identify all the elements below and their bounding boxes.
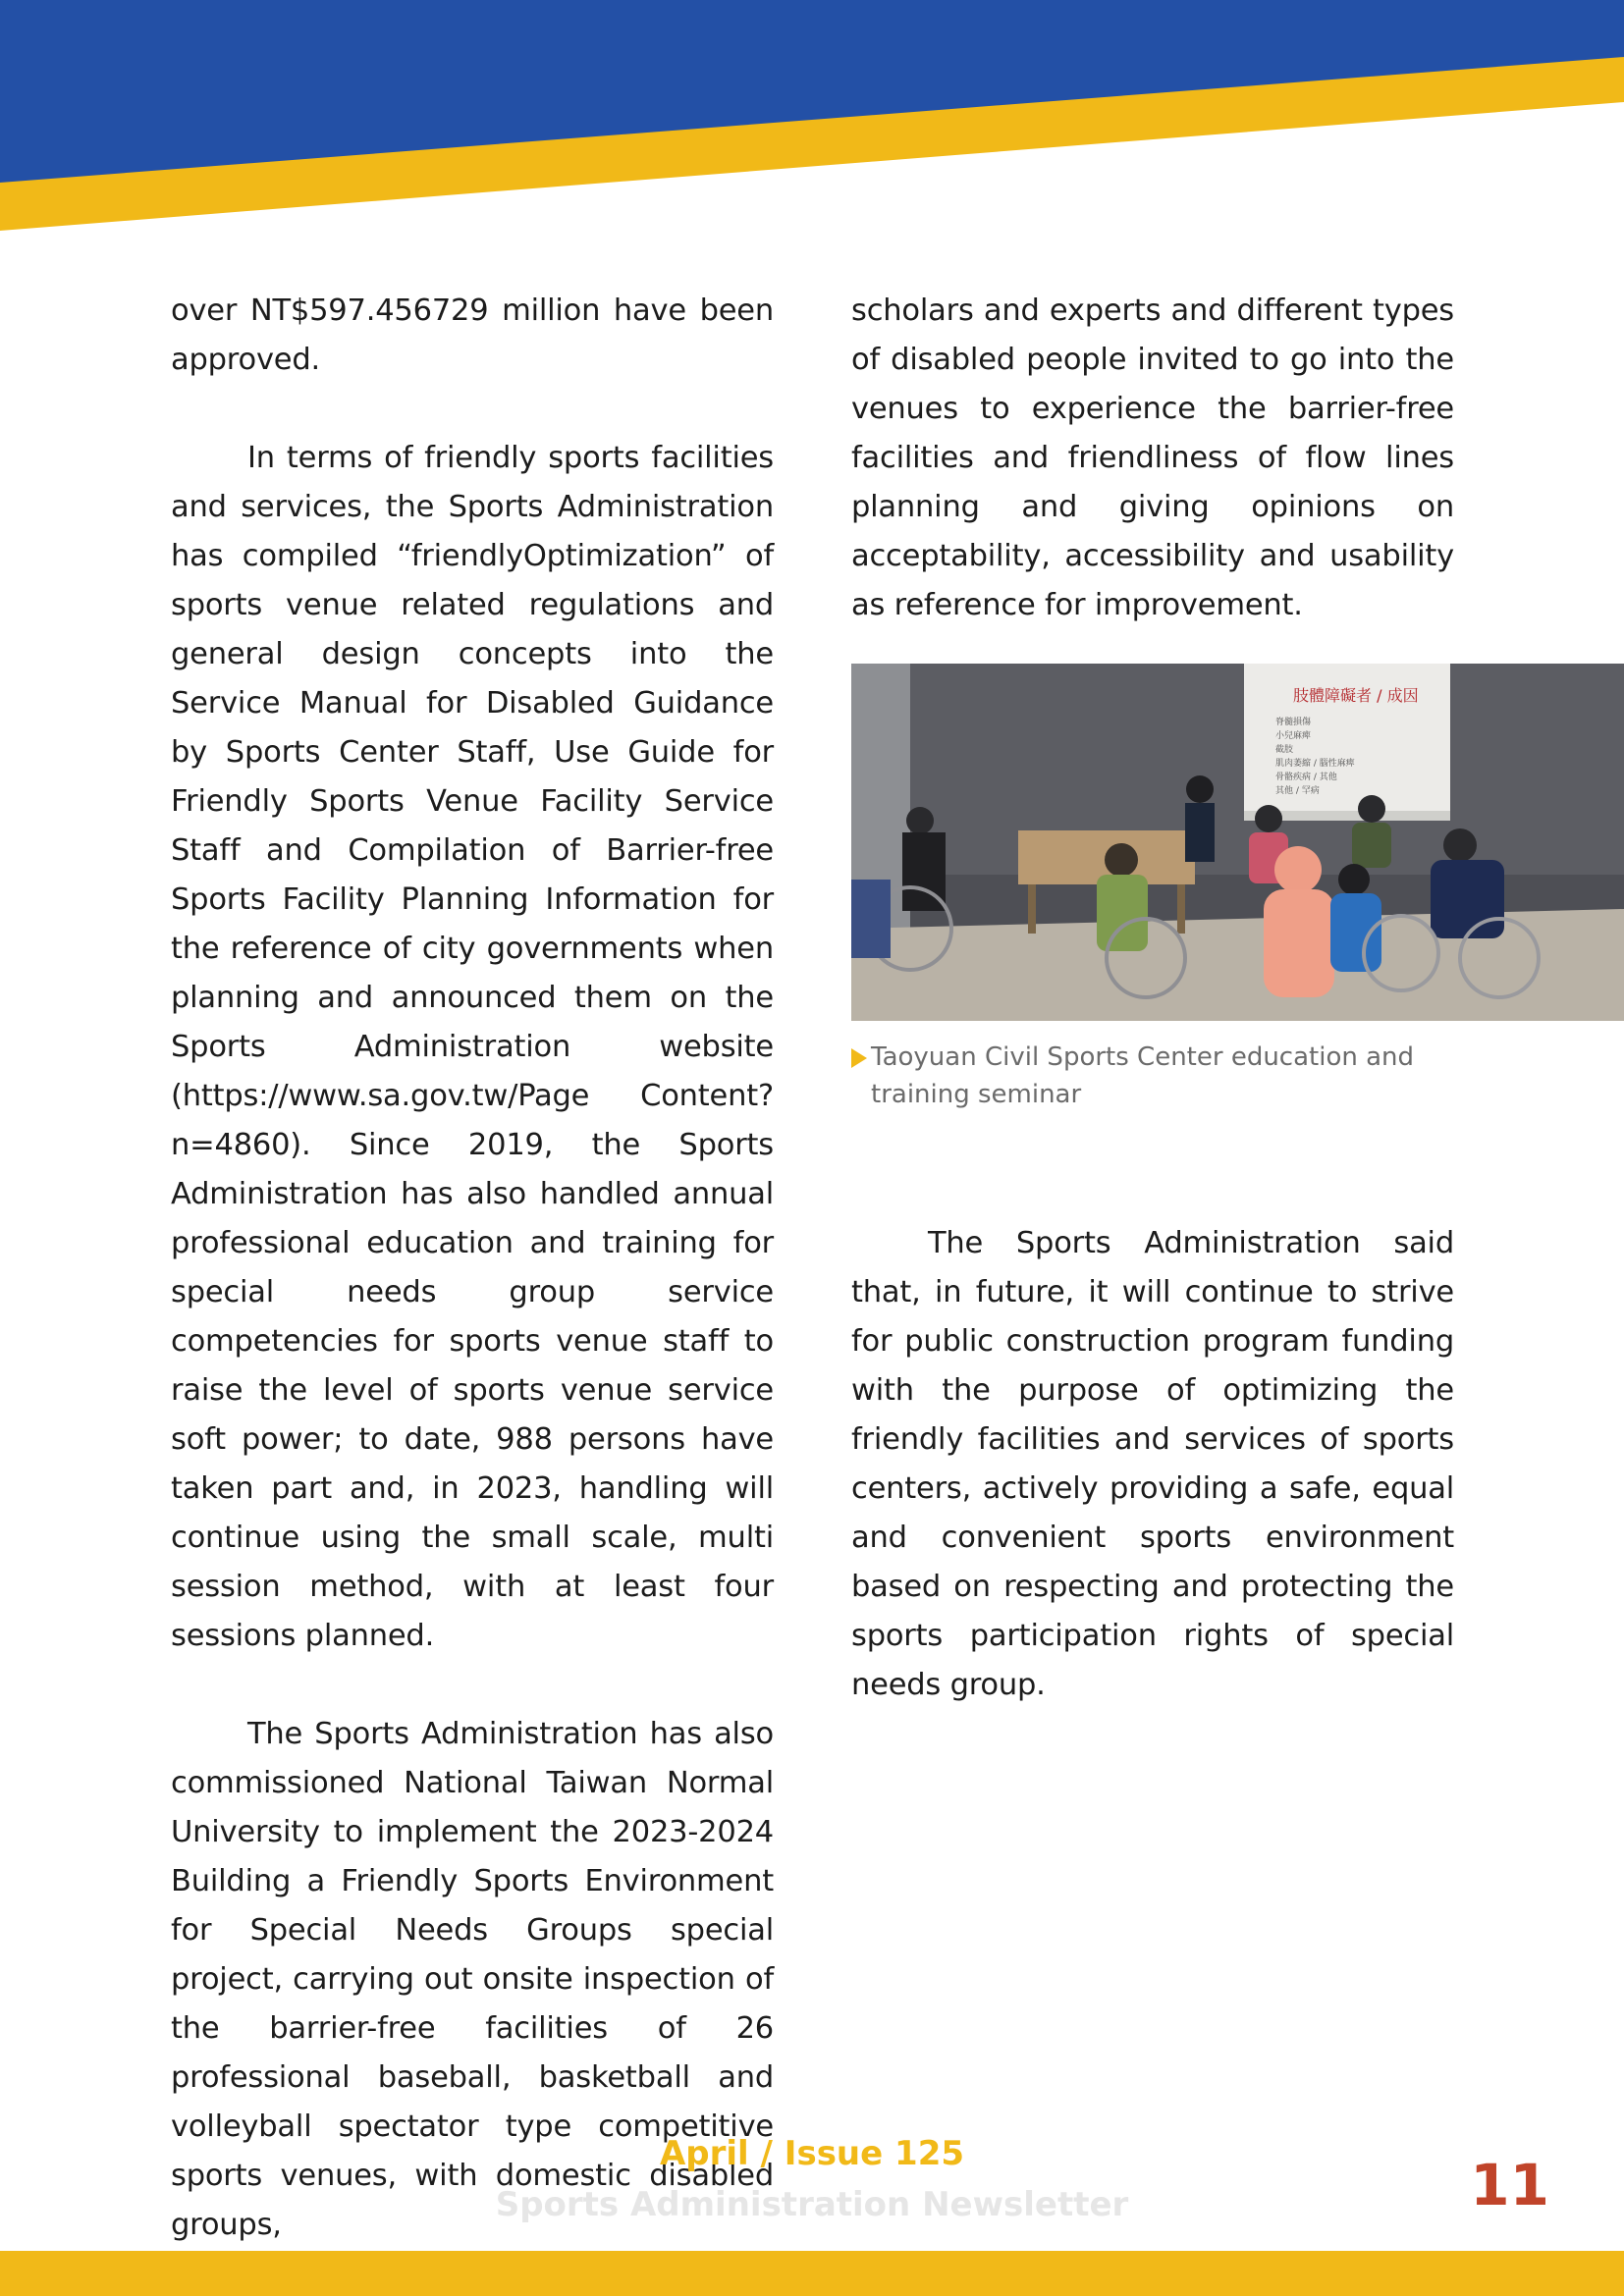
paragraph: The Sports Administration has also commissioned National Taiwan Normal University to implement the 2023-2024 Building a Friendly Sports Environment for Special Needs Groups special project, carrying out onsite inspection of the barrier-free facilities of 26 professional baseball, basketball and volleyball spectator type competitive sports venues, with domestic disabled groups, — [171, 1717, 774, 2242]
header-banner — [0, 0, 1624, 236]
paragraph: over NT$597.456729 million have been approved. — [171, 294, 774, 377]
slide-title: 肢體障礙者 / 成因 — [1293, 686, 1419, 705]
slide-bullet: 脊髓損傷 — [1275, 718, 1312, 727]
page-number: 11 — [1470, 2152, 1549, 2218]
footer-publication-title: Sports Administration Newsletter — [495, 2185, 1129, 2224]
slide-bullet: 小兒麻痺 — [1275, 731, 1312, 741]
slide-bullet: 肌肉萎縮 / 腦性麻痺 — [1275, 759, 1355, 769]
paragraph: In terms of friendly sports facilities and services, the Sports Administration has compiled “friendlyOptimization” of sports venue related regulations and general design concepts into the Service Manual for Disabled Guidance by Sports Center Staff, Use Guide for Friendly Sports Venue Facility Service Staff and Compilation of Barrier-free Sports Facility Planning Information for the reference of city governments when planning and announced them on the Sports Administration website (https://www.sa.gov.tw/Page Content?n=4860). Since 2019, the Sports Administration has also handled annual professional education and training for special needs group service competencies for sports venue staff to raise the level of sports venue service soft power; to date, 988 persons have taken part and, in 2023, handling will continue using the small scale, multi session method, with at least four sessions planned. — [171, 441, 774, 1653]
paragraph: The Sports Administration said that, in future, it will continue to strive for public construction program funding with the purpose of optimizing the friendly facilities and services of sports centers, actively providing a safe, equal and convenient sports environment based on respecting and protecting the sports participation rights of special needs group. — [851, 1226, 1454, 1702]
caption-arrow-icon — [851, 1048, 867, 1068]
footer-issue: April / Issue 125 — [659, 2134, 965, 2173]
seminar-photo — [851, 664, 1624, 1021]
caption-text: Taoyuan Civil Sports Center education and training seminar — [871, 1042, 1415, 1109]
slide-bullet: 骨骼疾病 / 其他 — [1275, 773, 1337, 782]
photo-caption — [851, 1039, 1480, 1113]
slide-bullet: 其他 / 罕病 — [1275, 786, 1320, 796]
seminar-photo-illustration — [851, 664, 1624, 1021]
footer-bar — [0, 2251, 1624, 2296]
article-right-column — [851, 287, 1454, 630]
article-left-column — [171, 287, 774, 2250]
slide-bullet: 截肢 — [1275, 745, 1294, 755]
article-right-column-lower — [851, 1219, 1454, 1710]
paragraph: scholars and experts and different types of disabled people invited to go into the venues to experience the barrier-free facilities and friendliness of flow lines planning and giving opinions on acceptability, accessibility and usability as reference for improvement. — [851, 294, 1454, 622]
